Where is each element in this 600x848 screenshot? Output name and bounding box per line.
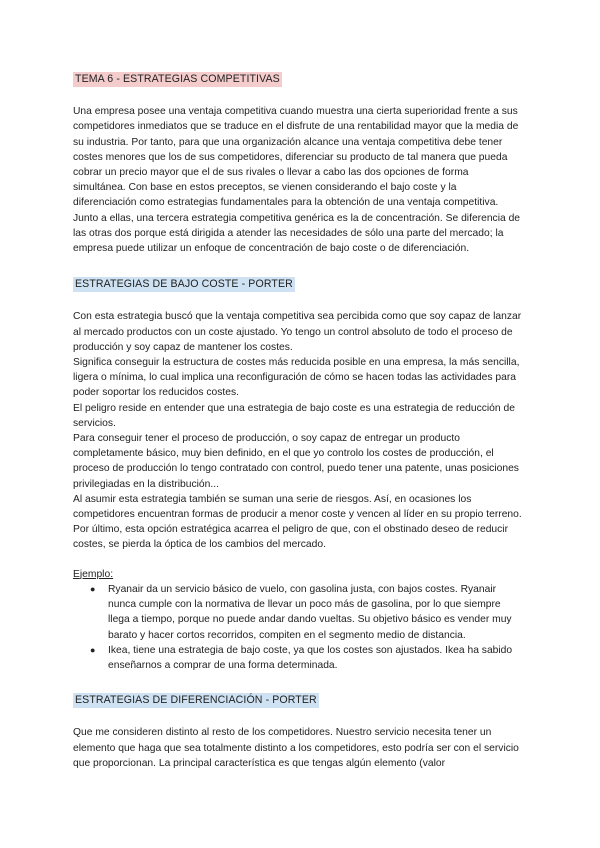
bullet-icon: ● — [90, 644, 96, 655]
paragraph: El peligro reside en entender que una estrategia de bajo coste es una estrategia de reducción de servicios. — [73, 402, 515, 429]
bullet-icon: ● — [90, 583, 96, 594]
paragraph: Al asumir esta estrategia también se suman una serie de riesgos. Así, en ocasiones los competidores encuentran formas de producir a menor coste y vencen al líder en su propio terreno. Por último, esta opción estratégica acarrea el peligro de que, con el obstinado deseo de reducir costes, se pierda la óptica de los cambios del mercado. — [73, 493, 522, 551]
section-bajo-coste-body — [73, 309, 522, 673]
intro-paragraph: Una empresa posee una ventaja competitiva cuando muestra una cierta superioridad frente a sus competidores inmediatos que se traduce en el disfrute de una rentabilidad mayor que la media de su industria. Por tanto, para que una organización alcance una ventaja competitiva debe tener costes menores que los de sus competidores, diferenciar su producto de tal manera que pueda cobrar un precio mayor que el de sus rivales o llevar a cabo las dos opciones de forma simultánea. Con base en estos preceptos, se vienen considerando el bajo coste y la diferenciación como estrategias fundamentales para la obtención de una ventaja competitiva. Junto a ellas, una tercera estrategia competitiva genérica es la de concentración. Se diferencia de las otras dos porque está dirigida a atender las necesidades de sólo una parte del mercado; la empresa puede utilizar un enfoque de concentración de bajo coste o de diferenciación. — [73, 106, 521, 255]
paragraph: Para conseguir tener el proceso de producción, o soy capaz de entregar un producto completamente básico, muy bien definido, en el que yo controlo los costes de producción, el proceso de producción lo tengo contratado con control, puedo tener una patente, unas posiciones privilegiadas en la distribución... — [73, 433, 519, 490]
example-list — [73, 582, 522, 673]
section-heading-bajo-coste: ESTRATEGIAS DE BAJO COSTE - PORTER — [73, 277, 295, 292]
example-label: Ejemplo: — [73, 568, 114, 580]
paragraph: Con esta estrategia buscó que la ventaja competitiva sea percibida como que soy capaz de lanzar al mercado productos con un coste ajustado. Yo tengo un control absoluto de todo el proceso de producción y soy capaz de mantener los costes. — [73, 311, 522, 353]
document-title: TEMA 6 - ESTRATEGIAS COMPETITIVAS — [73, 72, 282, 87]
paragraph: Que me consideren distinto al resto de los competidores. Nuestro servicio necesita tener un elemento que haga que sea totalmente distinto a los competidores, esto podría ser con el servicio que proporcionan. La principal característica es que tengas algún elemento (valor — [73, 727, 519, 769]
list-item-text: Ikea, tiene una estrategia de bajo coste, ya que los costes son ajustados. Ikea ha sabido enseñarnos a comprar de una forma determinada. — [108, 644, 513, 671]
list-item — [90, 643, 522, 673]
paragraph: Significa conseguir la estructura de costes más reducida posible en una empresa, la más sencilla, ligera o mínima, lo cual implica una reconfiguración de cómo se hacen todas las actividades para poder soportar los reducidos costes. — [73, 357, 520, 399]
list-item — [90, 582, 522, 643]
section-heading-diferenciacion: ESTRATEGIAS DE DIFERENCIACIÓN - PORTER — [73, 693, 319, 708]
list-item-text: Ryanair da un servicio básico de vuelo, con gasolina justa, con bajos costes. Ryanair nunca cumple con la normativa de llevar un poco más de gasolina, por lo que siempre llega a tiempo, porque no puede andar dando vueltas. Su objetivo básico es vender muy barato y hacer cortos recorridos, compiten en el segmento medio de distancia. — [108, 583, 512, 641]
